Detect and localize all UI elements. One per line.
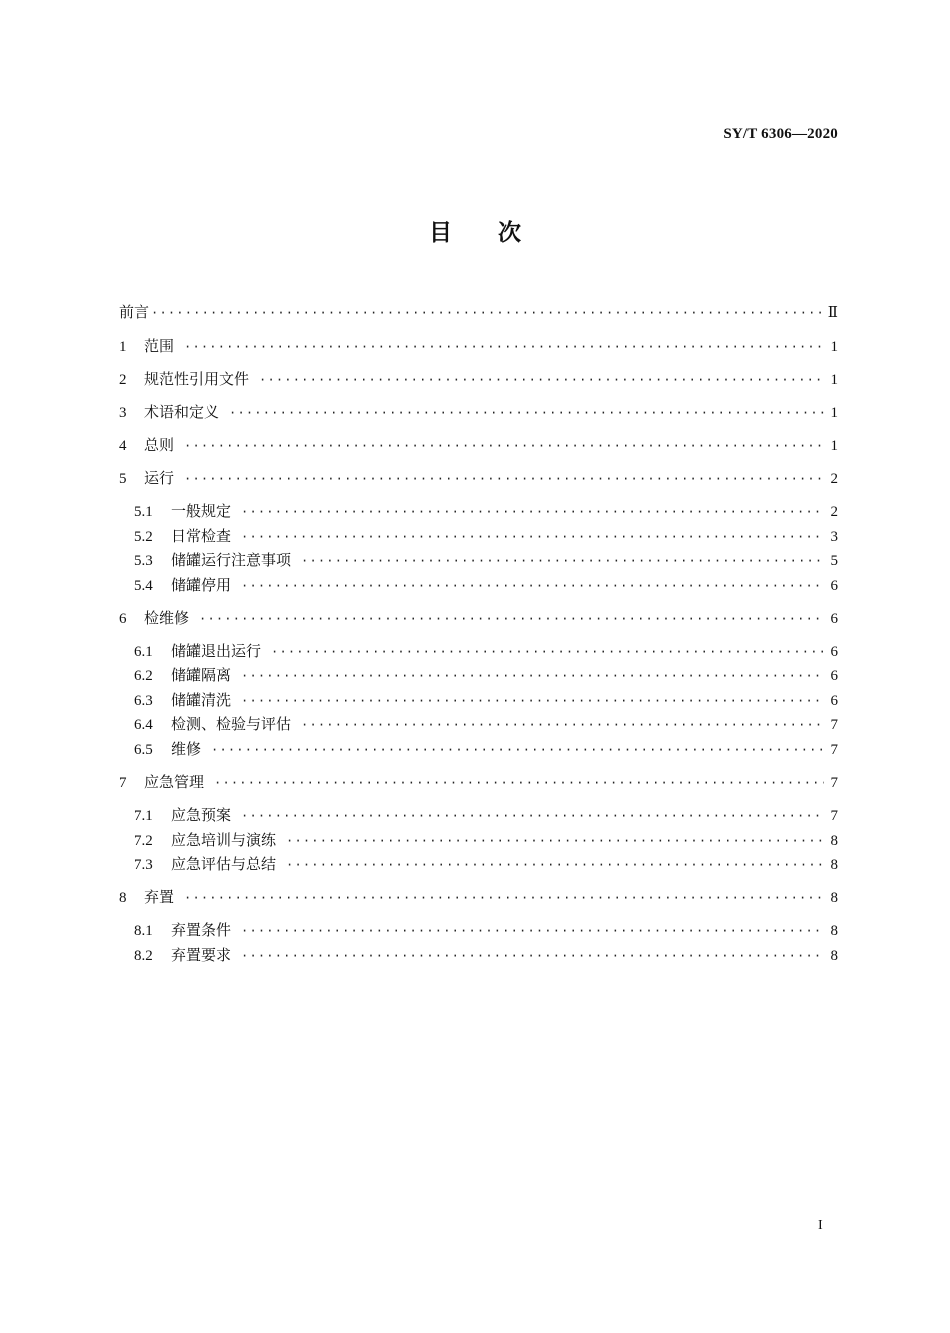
toc-leader-dots [259,368,824,392]
toc-subsection-entry[interactable] [134,737,838,761]
toc-entry-number: 8.2 [134,948,153,964]
toc-entry-number: 5 [119,471,127,487]
toc-entry-title: 储罐退出运行 [171,642,262,660]
toc-entry-page: 6 [830,611,838,627]
toc-entry-page: 7 [830,775,838,791]
toc-entry-number: 5.1 [134,504,153,520]
toc-entry-number: 4 [119,438,127,454]
toc-leader-dots [271,640,824,664]
toc-section-entry[interactable] [119,334,838,358]
toc-entry-title: 储罐运行注意事项 [171,551,292,569]
toc-entry-number: 5.4 [134,578,153,594]
toc-entry-page: 1 [830,372,838,388]
toc-section-entry[interactable] [119,300,838,324]
toc-entry-title: 范围 [144,337,175,355]
toc-section-entry[interactable] [119,400,838,424]
toc-leader-dots [241,919,824,943]
toc-leader-dots [301,713,824,737]
toc-entry-number: 6.3 [134,693,153,709]
toc-entry-title: 维修 [171,740,202,758]
toc-subsection-entry[interactable] [134,712,838,736]
toc-entry-page: 8 [830,857,838,873]
toc-leader-dots [184,886,824,910]
toc-entry-page: 7 [830,742,838,758]
toc-entry-title: 日常检查 [171,527,232,545]
toc-entry-page: 8 [830,923,838,939]
toc-leader-dots [241,689,824,713]
toc-section-entry[interactable] [119,466,838,490]
toc-entry-number: 2 [119,372,127,388]
toc-section-entry[interactable] [119,606,838,630]
toc-leader-dots [286,853,824,877]
toc-entry-title: 应急管理 [144,773,205,791]
toc-section-entry[interactable] [119,770,838,794]
toc-section-entry[interactable] [119,885,838,909]
toc-entry-title: 弃置条件 [171,921,232,939]
toc-subsection-entry[interactable] [134,499,838,523]
toc-entry-number: 5.3 [134,553,153,569]
toc-subsection-entry[interactable] [134,548,838,572]
toc-leader-dots [214,771,824,795]
toc-entry-page: 3 [830,529,838,545]
toc-entry-number: 6.4 [134,717,153,733]
toc-entry-page: 1 [830,405,838,421]
toc-leader-dots [241,500,824,524]
toc-entry-title: 弃置 [144,888,175,906]
toc-entry-number: 6.1 [134,644,153,660]
toc-leader-dots [199,607,824,631]
toc-entry-title: 规范性引用文件 [144,370,250,388]
toc-entry-number: 6.2 [134,668,153,684]
toc-entry-page: 2 [830,471,838,487]
toc-entry-number: 6 [119,611,127,627]
toc-entry-page: 6 [830,693,838,709]
toc-subsection-entry[interactable] [134,852,838,876]
page-number: I [818,1218,823,1233]
toc-section-entry[interactable] [119,433,838,457]
toc-entry-title: 前言 [119,303,150,321]
toc-leader-dots [184,434,824,458]
toc-entry-number: 5.2 [134,529,153,545]
toc-entry-page: 6 [830,668,838,684]
toc-entry-page: 6 [830,644,838,660]
toc-leader-dots [301,549,824,573]
standard-code: SY/T 6306—2020 [723,126,838,142]
toc-entry-page: 8 [830,833,838,849]
toc-entry-number: 7.1 [134,808,153,824]
toc-entry-page: Ⅱ [827,305,838,321]
toc-subsection-entry[interactable] [134,828,838,852]
toc-entry-title: 检维修 [144,609,190,627]
toc-subsection-entry[interactable] [134,524,838,548]
toc-leader-dots [184,467,824,491]
toc-entry-title: 应急评估与总结 [171,855,277,873]
toc-entry-number: 7.2 [134,833,153,849]
toc-entry-number: 7 [119,775,127,791]
toc-entry-title: 应急培训与演练 [171,831,277,849]
toc-entry-title: 应急预案 [171,806,232,824]
toc-leader-dots [286,829,824,853]
toc-entry-page: 6 [830,578,838,594]
toc-entry-title: 总则 [144,436,175,454]
toc-entry-page: 7 [830,808,838,824]
toc-entry-number: 7.3 [134,857,153,873]
toc-subsection-entry[interactable] [134,663,838,687]
toc-subsection-entry[interactable] [134,639,838,663]
toc-entry-page: 1 [830,339,838,355]
toc-entry-page: 7 [830,717,838,733]
toc-entry-title: 储罐清洗 [171,691,232,709]
toc-section-entry[interactable] [119,367,838,391]
toc-entry-title: 术语和定义 [144,403,220,421]
toc-leader-dots [151,301,824,325]
toc-entry-title: 储罐隔离 [171,666,232,684]
toc-entry-number: 1 [119,339,127,355]
toc-entry-title: 弃置要求 [171,946,232,964]
page-title: 目次 [429,220,567,246]
toc-leader-dots [241,804,824,828]
toc-entry-page: 2 [830,504,838,520]
toc-subsection-entry[interactable] [134,803,838,827]
toc-entry-number: 3 [119,405,127,421]
toc-entry-page: 8 [830,948,838,964]
toc-entry-number: 6.5 [134,742,153,758]
toc-subsection-entry[interactable] [134,943,838,967]
toc-leader-dots [241,944,824,968]
toc-entry-title: 运行 [144,469,175,487]
toc-subsection-entry[interactable] [134,688,838,712]
toc-entry-title: 检测、检验与评估 [171,715,292,733]
toc-leader-dots [211,738,824,762]
toc-entry-page: 5 [830,553,838,569]
toc-subsection-entry[interactable] [134,573,838,597]
toc-leader-dots [241,525,824,549]
toc-leader-dots [241,574,824,598]
toc-entry-title: 一般规定 [171,502,232,520]
toc-entry-number: 8 [119,890,127,906]
toc-leader-dots [229,401,824,425]
toc-leader-dots [241,664,824,688]
toc-leader-dots [184,335,824,359]
toc-entry-page: 8 [830,890,838,906]
toc-entry-number: 8.1 [134,923,153,939]
toc-subsection-entry[interactable] [134,918,838,942]
toc-entry-page: 1 [830,438,838,454]
toc-entry-title: 储罐停用 [171,576,232,594]
